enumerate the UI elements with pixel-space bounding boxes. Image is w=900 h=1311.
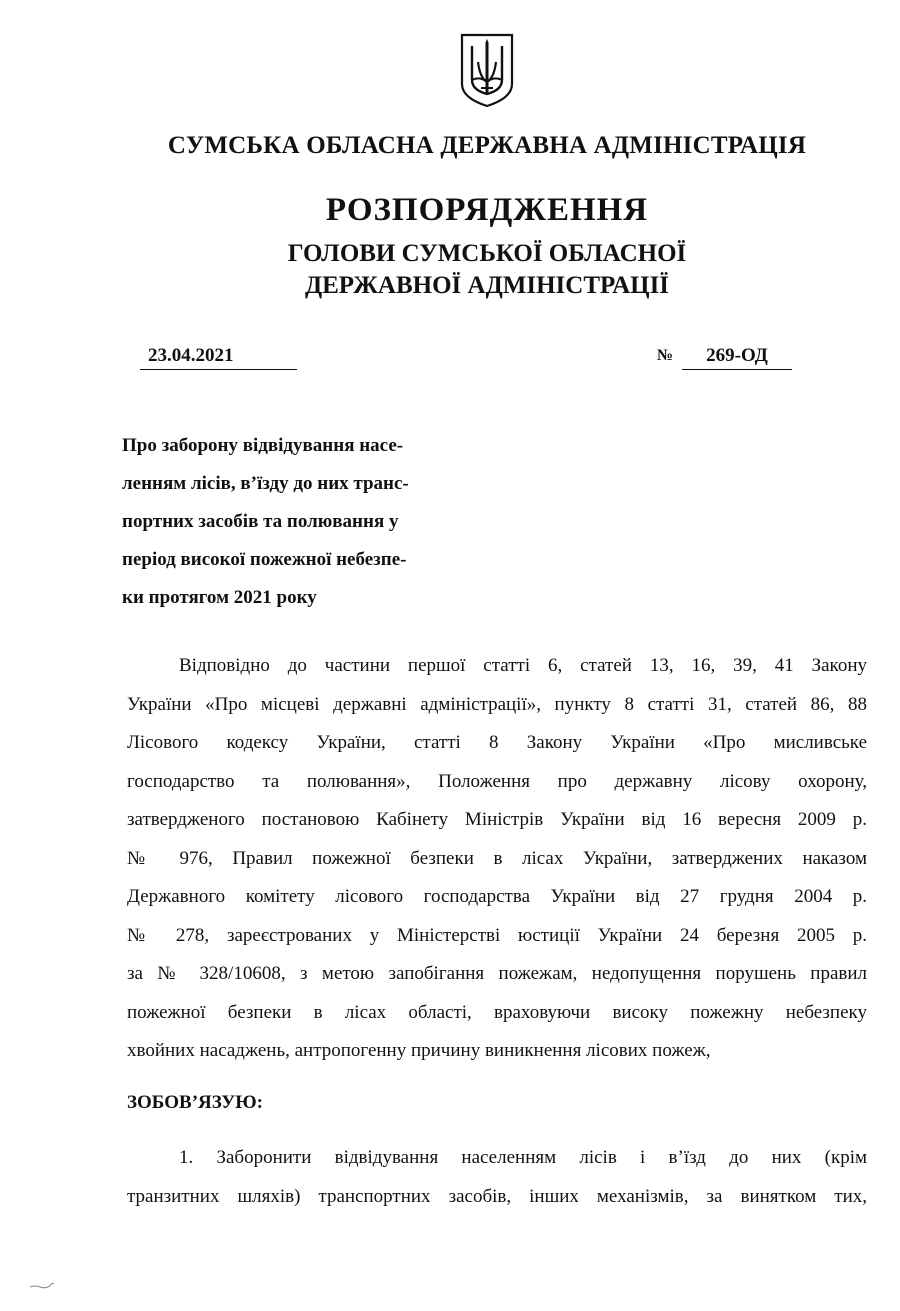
organization-name: СУМСЬКА ОБЛАСНА ДЕРЖАВНА АДМІНІСТРАЦІЯ bbox=[167, 132, 807, 159]
preamble-line: № 278, зареєстрованих у Міністерстві юстиції України 24 березня 2005 р. bbox=[127, 924, 867, 946]
document-number: 269-ОД bbox=[682, 343, 792, 370]
document-subject bbox=[122, 427, 474, 617]
document-type: РОЗПОРЯДЖЕННЯ bbox=[325, 192, 649, 228]
clause-line: 1. Заборонити відвідування населенням лісів і в’їзд до них (крім bbox=[179, 1147, 867, 1168]
obligation-heading: ЗОБОВ’ЯЗУЮ: bbox=[127, 1092, 263, 1113]
preamble-line: за № 328/10608, з метою запобігання пожежам, недопущення порушень правил bbox=[127, 963, 867, 984]
number-label: № bbox=[657, 347, 674, 364]
preamble-line: затвердженого постановою Кабінету Міністрів України від 16 вересня 2009 р. bbox=[127, 809, 867, 830]
subject-line: портних засобів та полювання у bbox=[122, 511, 399, 532]
subject-line: ленням лісів, в’їзду до них транс- bbox=[122, 473, 409, 494]
preamble-line: Державного комітету лісового господарства України від 27 грудня 2004 р. bbox=[127, 886, 867, 907]
preamble-line: України «Про місцеві державні адміністрації», пункту 8 статті 31, статей 86, 88 bbox=[127, 693, 867, 715]
document-date: 23.04.2021 bbox=[140, 343, 297, 370]
subject-line: період високої пожежної небезпе- bbox=[122, 549, 407, 570]
issuer-line-1: ГОЛОВИ СУМСЬКОЇ ОБЛАСНОЇ bbox=[287, 240, 687, 267]
preamble-line: Лісового кодексу України, статті 8 Закону України «Про мисливське bbox=[127, 732, 867, 753]
preamble-line: господарство та полювання», Положення про державну лісову охорону, bbox=[127, 770, 867, 792]
preamble-line: Відповідно до частини першої статті 6, статей 13, 16, 39, 41 Закону bbox=[179, 655, 867, 676]
issuer-line-2: ДЕРЖАВНОЇ АДМІНІСТРАЦІЇ bbox=[304, 272, 670, 299]
clause-line: транзитних шляхів) транспортних засобів, інших механізмів, за винятком тих, bbox=[127, 1185, 867, 1207]
document-issuer bbox=[0, 238, 900, 302]
clause-1 bbox=[127, 1139, 867, 1216]
preamble-line: пожежної безпеки в лісах області, враховуючи високу пожежну небезпеку bbox=[127, 1001, 867, 1023]
subject-line: ки протягом 2021 року bbox=[122, 587, 317, 608]
scan-mark bbox=[28, 1278, 58, 1290]
preamble-line: хвойних насаджень, антропогенну причину виникнення лісових пожеж, bbox=[127, 1040, 711, 1061]
subject-line: Про заборону відвідування насе- bbox=[122, 435, 404, 456]
preamble-paragraph bbox=[127, 647, 867, 1071]
preamble-line: № 976, Правил пожежної безпеки в лісах України, затверджених наказом bbox=[127, 847, 867, 869]
coat-of-arms-icon bbox=[458, 32, 516, 108]
